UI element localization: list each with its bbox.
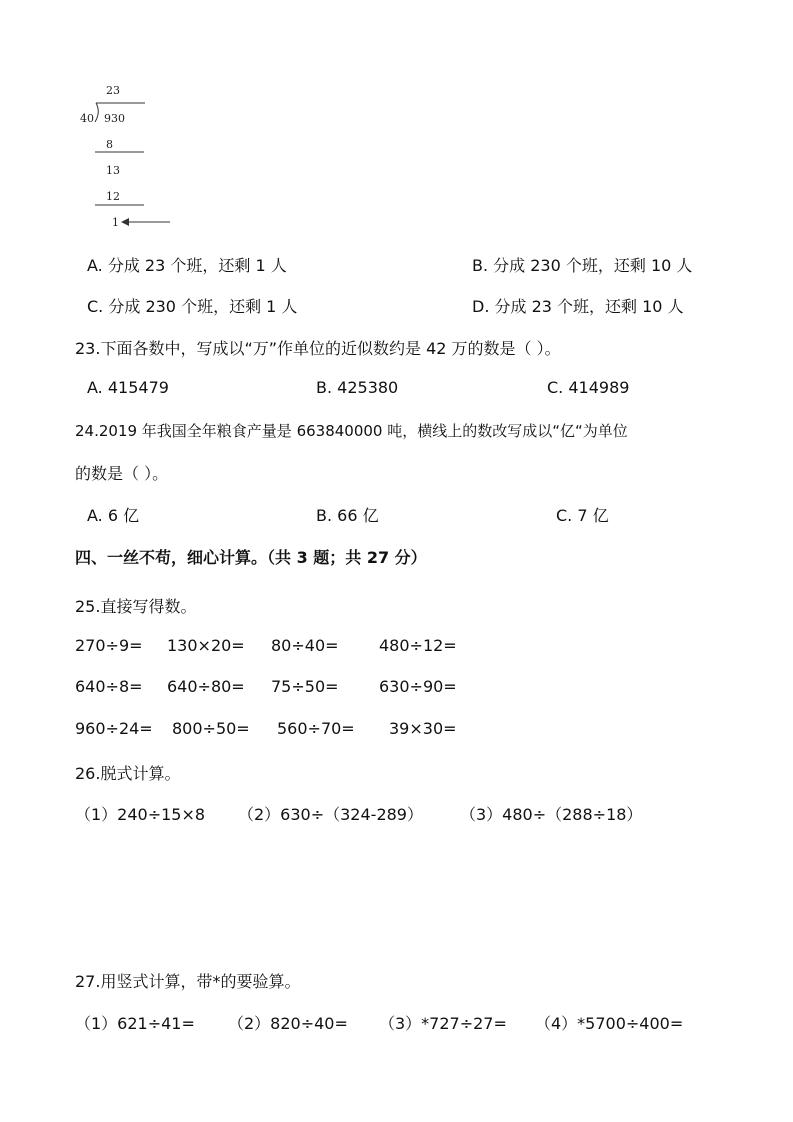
option-letter: C.	[547, 378, 564, 397]
quotient: 23	[106, 84, 120, 97]
option-text: 分成 230 个班，还剩 1 人	[108, 297, 298, 316]
stepwise-item: （1）240÷15×8	[75, 805, 206, 824]
arrow-head-icon	[121, 218, 129, 226]
q26-stem: 26.脱式计算。	[75, 764, 181, 783]
dividend: 930	[104, 112, 125, 125]
option-letter: A.	[87, 506, 103, 525]
option-text: 414989	[568, 378, 630, 397]
stepwise-item: （3）480÷（288÷18）	[460, 805, 643, 824]
mental-math-item: 640÷8=	[75, 677, 143, 696]
mental-math-item: 640÷80=	[167, 677, 245, 696]
q23-option-c[interactable]	[547, 378, 629, 397]
section-heading: 四、一丝不苟，细心计算。（共 3 题；共 27 分）	[75, 548, 427, 567]
mental-math-item: 800÷50=	[172, 719, 250, 738]
step-product-2: 12	[106, 190, 120, 203]
step-remainder-1: 13	[106, 164, 120, 177]
vertical-calc-item: （3）*727÷27=	[379, 1014, 507, 1033]
q24-stem-line1: 24.2019 年我国全年粮食产量是 663840000 吨，横线上的数改写成以“亿“为单位	[75, 422, 628, 440]
mental-math-item: 75÷50=	[271, 677, 339, 696]
option-text: 6 亿	[107, 506, 140, 525]
mental-math-item: 630÷90=	[379, 677, 457, 696]
option-letter: C.	[87, 297, 104, 316]
mental-math-item: 480÷12=	[379, 636, 457, 655]
option-letter: B.	[472, 256, 489, 275]
option-text: 分成 23 个班，还剩 10 人	[494, 297, 684, 316]
q23-option-b[interactable]	[316, 378, 398, 397]
option-letter: B.	[316, 506, 333, 525]
option-letter: C.	[556, 506, 573, 525]
vertical-calc-item: （1）621÷41=	[75, 1014, 195, 1033]
option-text: 分成 23 个班，还剩 1 人	[107, 256, 287, 275]
q25-stem: 25.直接写得数。	[75, 597, 197, 616]
division-bracket	[95, 103, 98, 122]
option-letter: A.	[87, 378, 103, 397]
option-text: 66 亿	[337, 506, 379, 525]
q24-stem-line2: 的数是（ ）。	[75, 464, 169, 483]
option-letter: A.	[87, 256, 103, 275]
mental-math-item: 80÷40=	[271, 636, 339, 655]
option-letter: D.	[472, 297, 490, 316]
q22-option-a[interactable]	[87, 253, 287, 276]
q24-option-b[interactable]	[316, 503, 379, 526]
mental-math-item: 960÷24=	[75, 719, 153, 738]
option-text: 425380	[337, 378, 399, 397]
vertical-calc-item: （4）*5700÷400=	[535, 1014, 684, 1033]
mental-math-item: 270÷9=	[75, 636, 143, 655]
stepwise-item: （2）630÷（324-289）	[238, 805, 423, 824]
option-text: 分成 230 个班，还剩 10 人	[493, 256, 693, 275]
mental-math-item: 130×20=	[167, 636, 245, 655]
q23-option-a[interactable]	[87, 378, 169, 397]
q23-stem: 23.下面各数中，写成以“万”作单位的近似数约是 42 万的数是（ ）。	[75, 339, 561, 358]
q22-option-d[interactable]	[472, 294, 684, 317]
mental-math-item: 39×30=	[389, 719, 457, 738]
mental-math-item: 560÷70=	[277, 719, 355, 738]
vertical-calc-item: （2）820÷40=	[228, 1014, 348, 1033]
option-letter: B.	[316, 378, 333, 397]
q22-option-c[interactable]	[87, 294, 297, 317]
divisor: 40	[80, 112, 94, 125]
q27-stem: 27.用竖式计算，带*的要验算。	[75, 972, 301, 991]
option-text: 7 亿	[577, 506, 609, 525]
q24-option-a[interactable]	[87, 503, 139, 526]
final-remainder: 1	[112, 216, 119, 229]
step-product-1: 8	[106, 138, 113, 151]
q22-option-b[interactable]	[472, 253, 692, 276]
option-text: 415479	[107, 378, 169, 397]
q24-option-c[interactable]	[556, 503, 609, 526]
